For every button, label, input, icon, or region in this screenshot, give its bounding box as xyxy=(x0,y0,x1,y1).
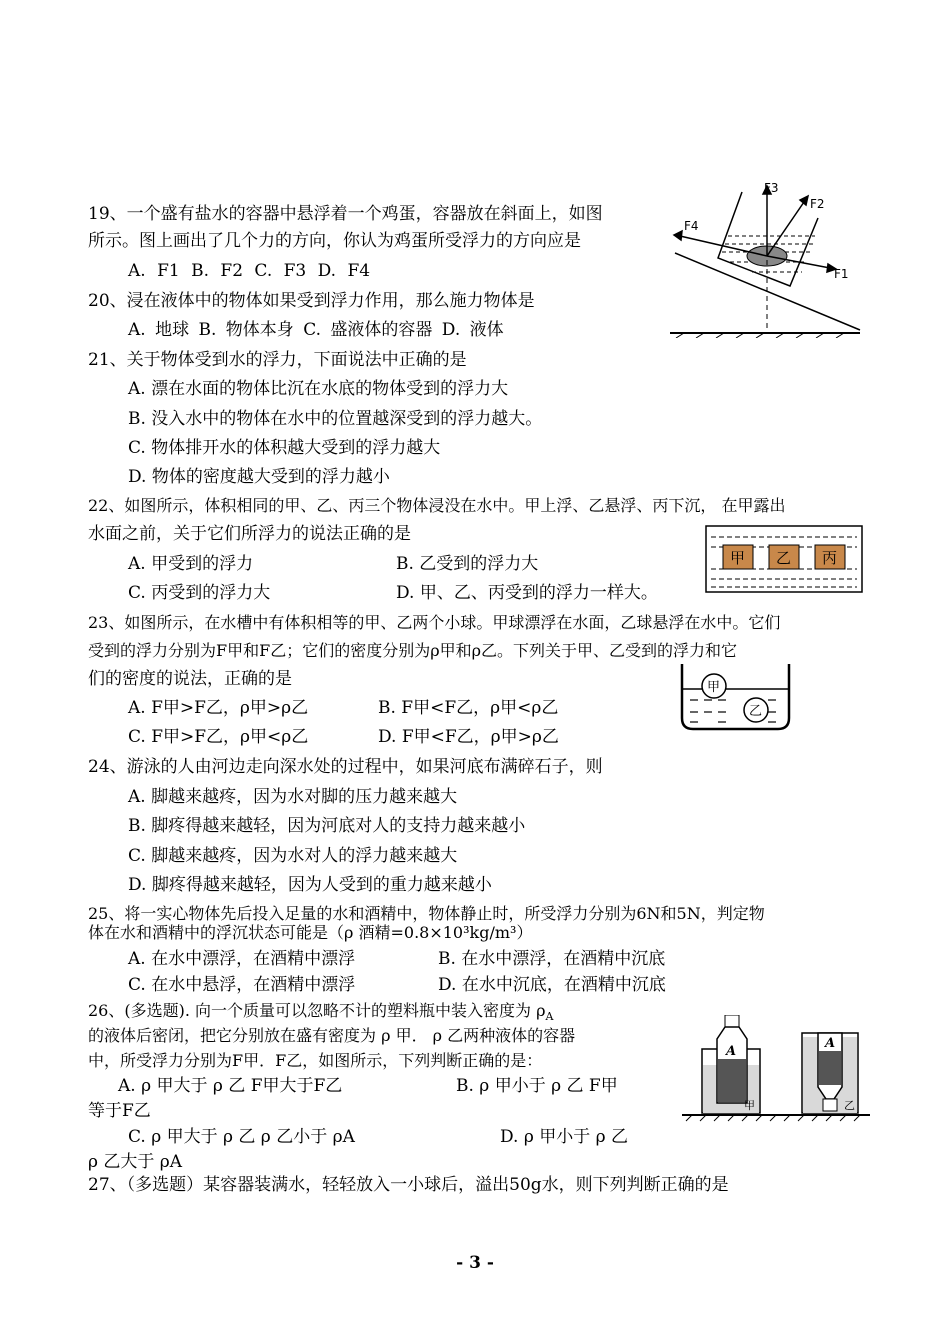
fig2-label-jia: 甲 xyxy=(730,549,746,567)
q23-line3: 们的密度的说法，正确的是 xyxy=(88,669,292,689)
fig4-label-a-right: A xyxy=(825,1036,836,1051)
figure-two-bottles xyxy=(682,1015,870,1123)
fig3-label-yi: 乙 xyxy=(749,704,763,719)
q22-option-c: C. 丙受到的浮力大 xyxy=(128,583,271,603)
fig3-label-jia: 甲 xyxy=(707,680,721,695)
q26-line2: 的液体后密闭，把它分别放在盛有密度为 ρ 甲． ρ 乙两种液体的容器 xyxy=(88,1026,576,1045)
q21-option-c: C. 物体排开水的体积越大受到的浮力越大 xyxy=(128,438,441,458)
fig4-label-jia: 甲 xyxy=(744,1099,755,1112)
q25-option-b: B. 在水中漂浮，在酒精中沉底 xyxy=(438,949,666,969)
q22-option-d: D. 甲、乙、丙受到的浮力一样大。 xyxy=(396,583,658,603)
q25-line2: 体在水和酒精中的浮沉状态可能是（ρ 酒精=0.8×10³kg/m³） xyxy=(88,923,533,942)
q24-option-b: B. 脚疼得越来越轻，因为河底对人的支持力越来越小 xyxy=(128,816,526,836)
q23-option-a: A. F甲>F乙，ρ甲>ρ乙 xyxy=(128,698,309,718)
q19-line2: 所示。图上画出了几个力的方向，你认为鸡蛋所受浮力的方向应是 xyxy=(88,231,581,251)
q22-option-b: B. 乙受到的浮力大 xyxy=(396,554,539,574)
q23-option-d: D. F甲<F乙，ρ甲>ρ乙 xyxy=(378,727,559,747)
q24-option-a: A. 脚越来越疼，因为水对脚的压力越来越大 xyxy=(128,787,458,807)
fig1-label-f4: F4 xyxy=(684,219,699,233)
q22-option-a: A. 甲受到的浮力 xyxy=(128,554,254,574)
q26-option-a: A. ρ 甲大于 ρ 乙 F甲大于F乙 xyxy=(118,1076,343,1096)
q24-option-d: D. 脚疼得越来越轻，因为人受到的重力越来越小 xyxy=(128,875,492,895)
q24-stem: 24、游泳的人由河边走向深水处的过程中，如果河底布满碎石子，则 xyxy=(88,757,603,777)
q25-option-d: D. 在水中沉底，在酒精中沉底 xyxy=(438,975,666,995)
fig2-label-bing: 丙 xyxy=(822,549,838,567)
fig1-label-f1: F1 xyxy=(834,267,849,281)
q21-option-b: B. 没入水中的物体在水中的位置越深受到的浮力越大。 xyxy=(128,409,543,429)
q19-line1: 19、一个盛有盐水的容器中悬浮着一个鸡蛋，容器放在斜面上，如图 xyxy=(88,204,603,224)
q25-option-a: A. 在水中漂浮，在酒精中漂浮 xyxy=(128,949,356,969)
q26-line1-sub: A xyxy=(545,1010,554,1024)
q23-line1: 23、如图所示，在水槽中有体积相等的甲、乙两个小球。甲球漂浮在水面，乙球悬浮在水中。它们 xyxy=(88,613,781,632)
fig4-label-a-left: A xyxy=(726,1044,737,1059)
figure-two-balls xyxy=(678,662,793,732)
q23-option-c: C. F甲>F乙，ρ甲<ρ乙 xyxy=(128,727,309,747)
q21-option-a: A. 漂在水面的物体比沉在水底的物体受到的浮力大 xyxy=(128,379,509,399)
q24-option-c: C. 脚越来越疼，因为水对人的浮力越来越大 xyxy=(128,846,458,866)
fig2-label-yi: 乙 xyxy=(776,549,792,567)
q26-option-b-cont: 等于F乙 xyxy=(88,1101,151,1121)
q26-line3: 中，所受浮力分别为F甲．F乙，如图所示，下列判断正确的是： xyxy=(88,1051,543,1070)
q26-option-c: C. ρ 甲大于 ρ 乙 ρ 乙小于 ρA xyxy=(128,1127,355,1147)
q21-stem: 21、关于物体受到水的浮力，下面说法中正确的是 xyxy=(88,350,467,370)
fig1-label-f2: F2 xyxy=(810,197,825,211)
fig4-label-yi: 乙 xyxy=(844,1099,855,1112)
figure-incline-forces xyxy=(670,178,865,338)
q26-option-d: D. ρ 甲小于 ρ 乙 xyxy=(500,1127,629,1147)
q20-stem: 20、浸在液体中的物体如果受到浮力作用，那么施力物体是 xyxy=(88,291,535,311)
q23-option-b: B. F甲<F乙，ρ甲<ρ乙 xyxy=(378,698,559,718)
figure-three-blocks xyxy=(705,525,863,593)
q23-line2: 受到的浮力分别为F甲和F乙；它们的密度分别为ρ甲和ρ乙。下列关于甲、乙受到的浮力和它 xyxy=(88,641,738,660)
q26-option-d-cont: ρ 乙大于 ρA xyxy=(88,1152,183,1172)
q26-option-b: B. ρ 甲小于 ρ 乙 F甲 xyxy=(456,1076,618,1096)
page-number: - 3 - xyxy=(456,1253,494,1273)
fig1-label-f3: F3 xyxy=(764,181,779,195)
q22-line1: 22、如图所示，体积相同的甲、乙、丙三个物体浸没在水中。甲上浮、乙悬浮、丙下沉， 在甲露出 xyxy=(88,496,786,515)
q19-options: A. F1 B. F2 C. F3 D. F4 xyxy=(128,261,371,281)
q27-stem: 27、（多选题）某容器装满水，轻轻放入一小球后，溢出50g水，则下列判断正确的是 xyxy=(88,1175,729,1195)
q26-line1 xyxy=(88,1000,553,1028)
q26-line1-text: 26、(多选题). 向一个质量可以忽略不计的塑料瓶中装入密度为 ρ xyxy=(88,1001,546,1020)
q22-line2: 水面之前，关于它们所浮力的说法正确的是 xyxy=(88,524,411,544)
q25-line1: 25、将一实心物体先后投入足量的水和酒精中，物体静止时，所受浮力分别为6N和5N，判定物 xyxy=(88,904,765,923)
q21-option-d: D. 物体的密度越大受到的浮力越小 xyxy=(128,467,390,487)
q20-options: A. 地球 B. 物体本身 C. 盛液体的容器 D. 液体 xyxy=(128,320,504,340)
q25-option-c: C. 在水中悬浮，在酒精中漂浮 xyxy=(128,975,356,995)
